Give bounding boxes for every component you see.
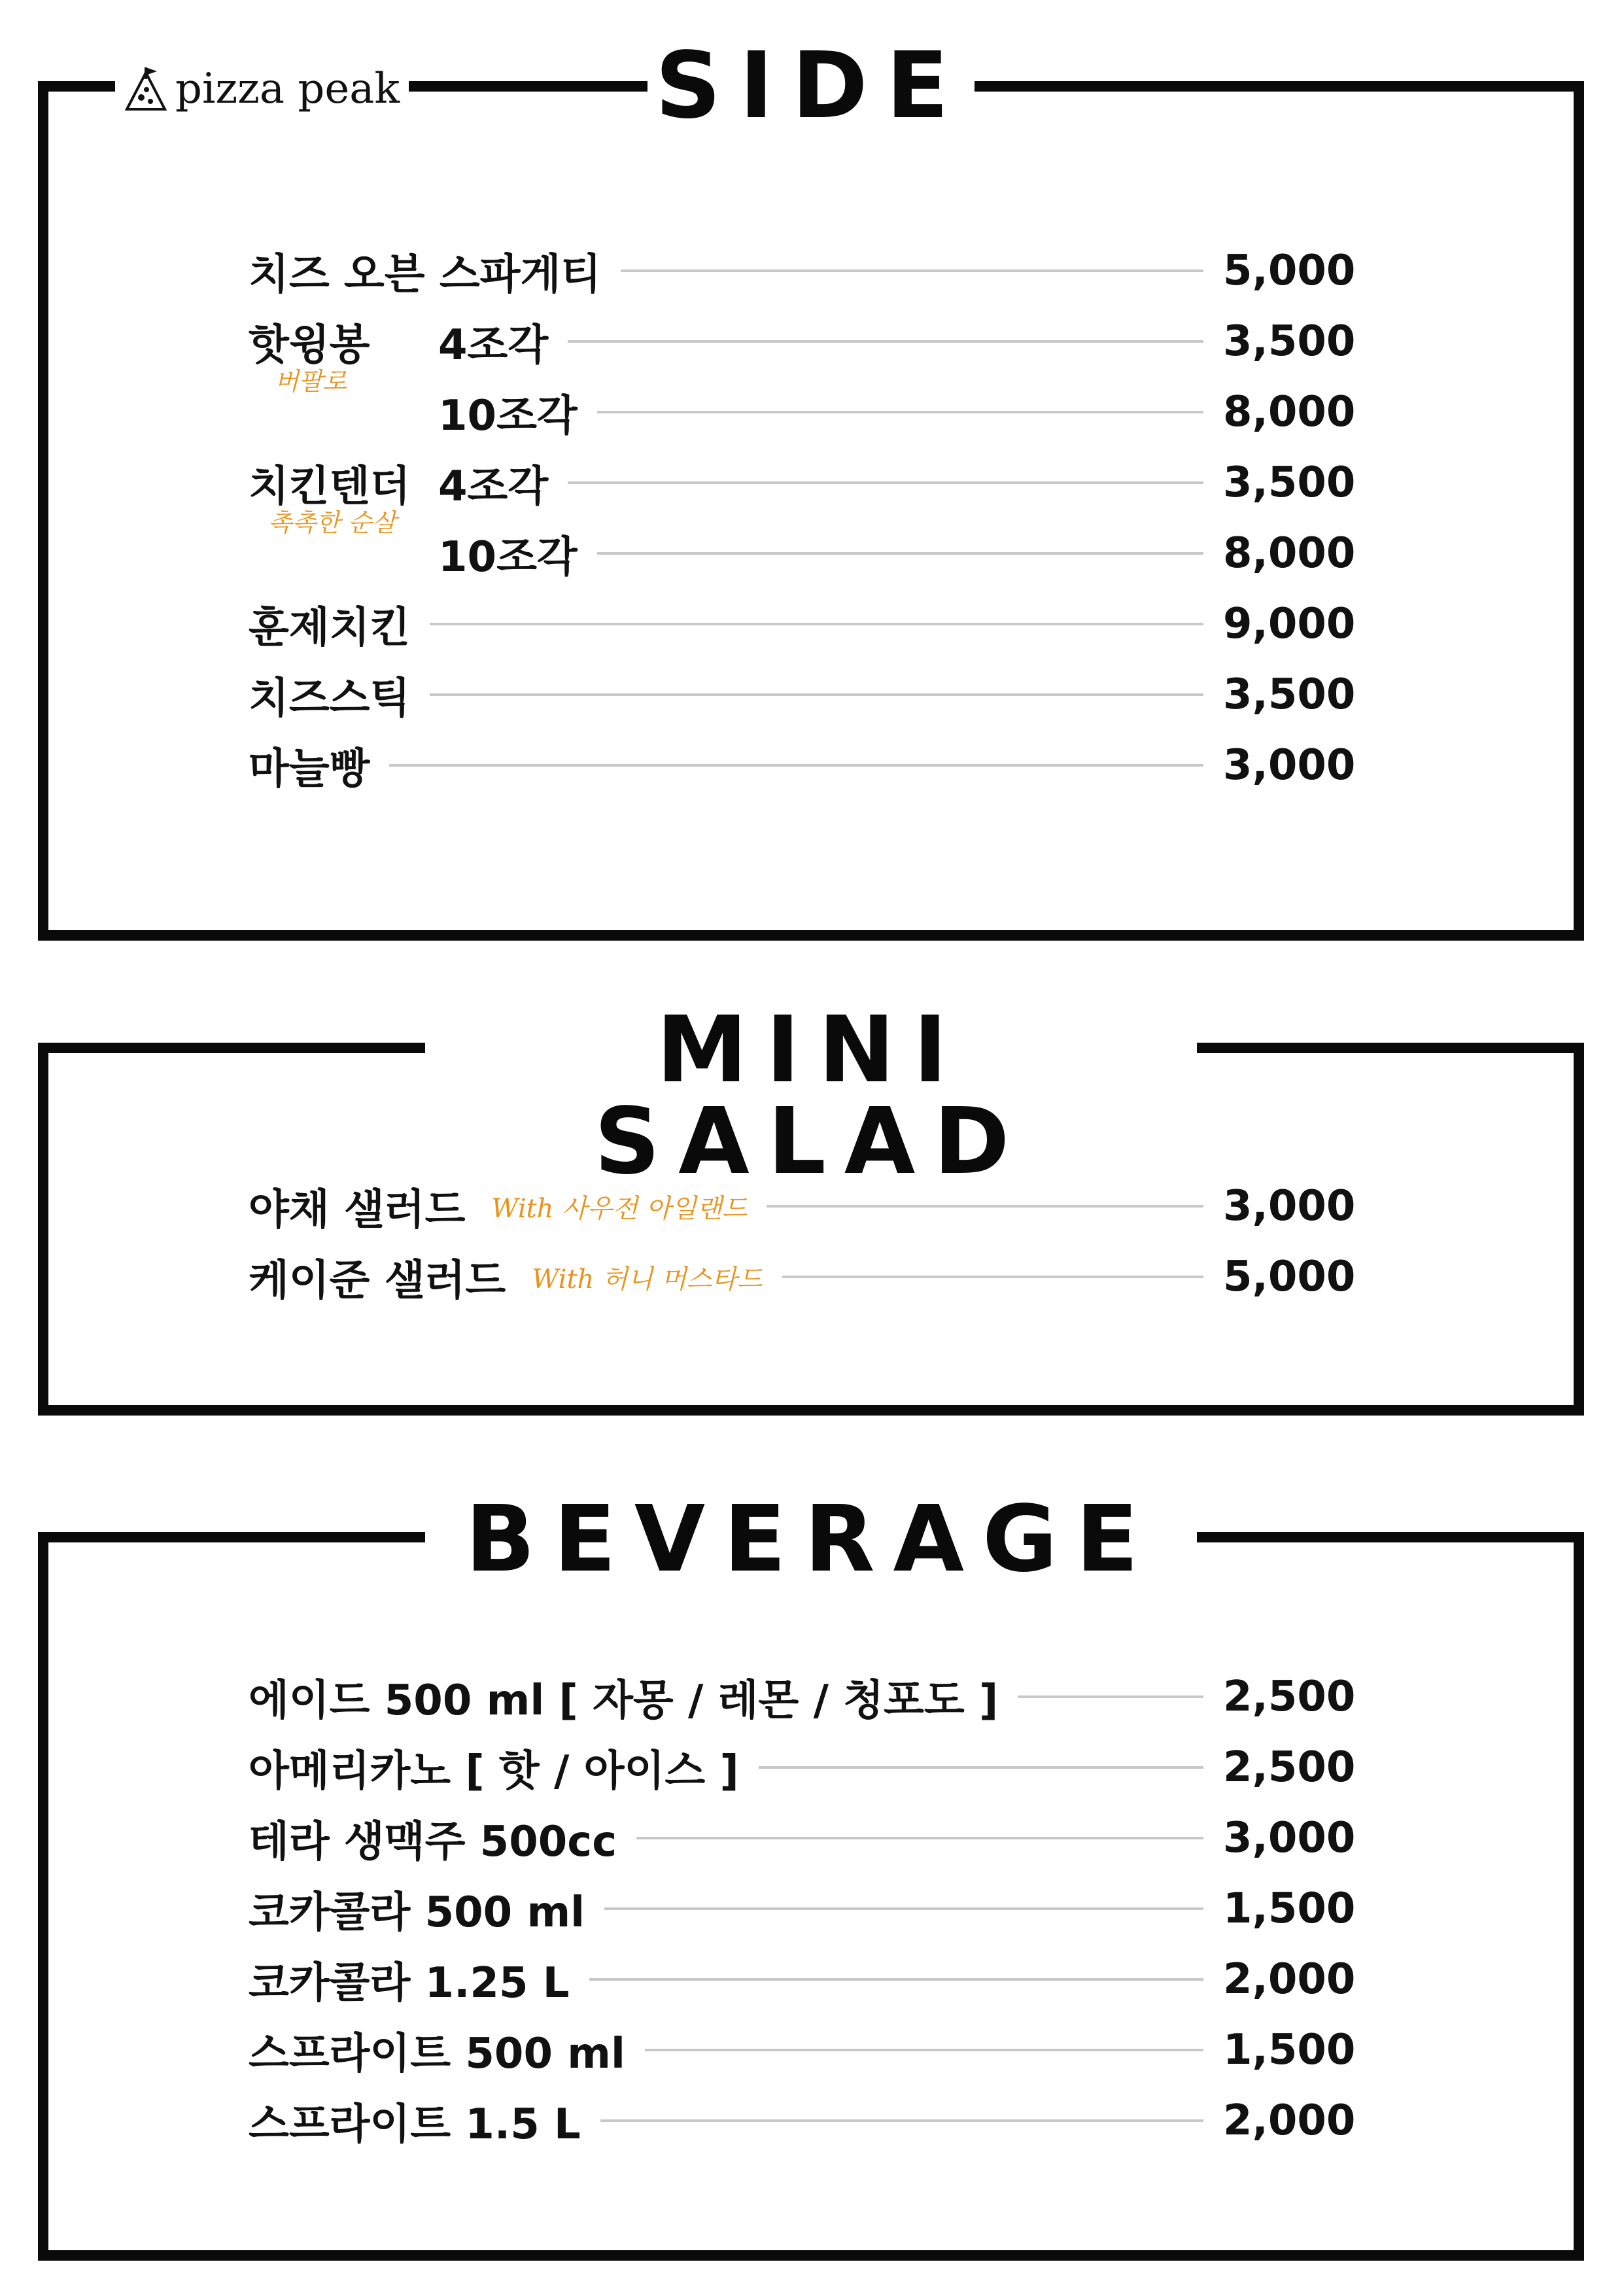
item-name: 스프라이트 500 ml [249,2030,625,2078]
item-price: 3,500 [1223,317,1356,366]
item-option: 4조각 [438,321,549,370]
menu-item [249,1873,1356,1944]
leader-line [597,411,1203,413]
mini-salad-items [249,1171,1356,1312]
menu-item [249,1944,1356,2015]
item-note: 촉촉한 순살 [268,508,396,537]
item-price: 8,000 [1223,388,1356,436]
item-price: 8,000 [1223,529,1356,578]
item-price: 3,500 [1223,459,1356,507]
mini-salad-title: MINI SALAD [425,1005,1197,1096]
menu-item [249,1242,1356,1312]
leader-line [430,693,1203,696]
item-name: 코카콜라 1.25 L [249,1959,570,2008]
leader-line [568,481,1203,484]
menu-item [249,235,1356,306]
leader-line [621,270,1203,272]
item-price: 9,000 [1223,600,1356,648]
item-name: 케이준 샐러드 [249,1257,506,1305]
item-name: 에이드 500 ml [ 자몽 / 레몬 / 청포도 ] [249,1677,999,1725]
beverage-items [249,1661,1356,2156]
item-name: 마늘빵 [249,745,370,793]
item-note: With 사우전 아일랜드 [491,1193,748,1224]
leader-line [645,2049,1203,2051]
menu-item [249,518,1356,589]
menu-item [249,1803,1356,1873]
item-price: 1,500 [1223,2026,1356,2074]
menu-item [249,659,1356,730]
item-price: 2,000 [1223,1955,1356,2004]
leader-line [767,1205,1203,1208]
item-price: 5,000 [1223,247,1356,295]
item-price: 2,500 [1223,1743,1356,1792]
item-name: 치킨텐더 [249,462,411,511]
item-option: 10조각 [438,533,578,582]
beverage-title: BEVERAGE [425,1494,1197,1586]
item-name: 코카콜라 500 ml [249,1888,585,1937]
item-name: 핫윙봉 [249,321,370,370]
leader-line [389,764,1203,767]
item-price: 3,000 [1223,741,1356,790]
leader-line [600,2119,1203,2122]
menu-item [249,589,1356,659]
leader-line [568,340,1203,343]
menu-item [249,306,1356,396]
menu-item [249,2015,1356,2085]
menu-item [249,1661,1356,1732]
menu-item [249,1732,1356,1803]
brand-name: pizza peak [175,65,400,113]
leader-line [1018,1696,1203,1698]
menu-item [249,447,1356,537]
item-name: 치즈스틱 [249,674,411,723]
item-price: 2,500 [1223,1673,1356,1721]
item-note: With 허니 머스타드 [532,1264,763,1295]
side-title: SIDE [647,41,975,132]
pizza-peak-logo-icon [124,66,167,112]
menu-item [249,2085,1356,2156]
leader-line [636,1837,1203,1839]
leader-line [589,1978,1203,1981]
item-name: 테라 생맥주 500cc [249,1818,617,1866]
item-price: 1,500 [1223,1885,1356,1933]
leader-line [430,623,1203,625]
leader-line [597,552,1203,555]
leader-line [782,1276,1203,1278]
item-price: 2,000 [1223,2096,1356,2145]
item-name: 야채 샐러드 [249,1186,466,1234]
item-note: 버팔로 [275,367,347,396]
brand-logo [115,56,409,122]
menu-item [249,1171,1356,1242]
menu-item [249,730,1356,801]
item-price: 3,000 [1223,1814,1356,1862]
item-option: 4조각 [438,462,549,511]
menu-item [249,377,1356,447]
item-price: 3,500 [1223,670,1356,719]
item-price: 3,000 [1223,1182,1356,1230]
item-name: 치즈 오븐 스파게티 [249,251,602,299]
item-name: 아메리카노 [ 핫 / 아이스 ] [249,1747,739,1796]
item-price: 5,000 [1223,1253,1356,1301]
leader-line [759,1766,1203,1769]
item-option: 10조각 [438,392,578,440]
leader-line [604,1907,1203,1910]
item-name: 훈제치킨 [249,604,411,652]
item-name: 스프라이트 1.5 L [249,2100,581,2149]
side-items [249,235,1356,801]
